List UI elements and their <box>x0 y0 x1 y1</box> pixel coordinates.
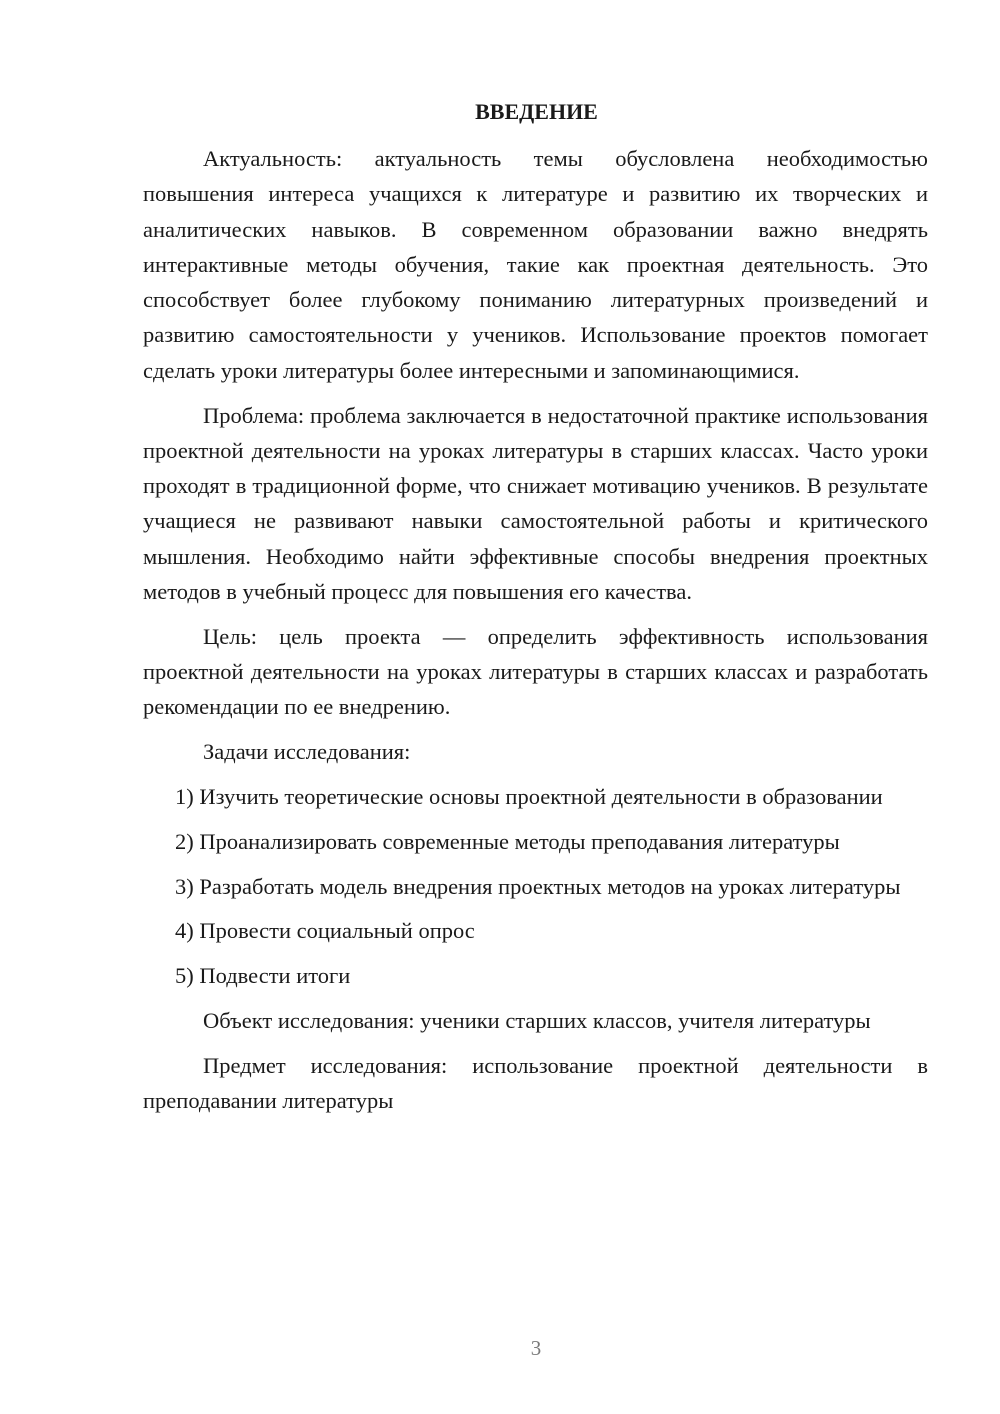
page-number: 3 <box>530 1336 542 1360</box>
task-item-5: 5) Подвести итоги <box>175 963 351 989</box>
task-item-1: 1) Изучить теоретические основы проектной деятельности в образовании <box>175 784 883 810</box>
paragraph-relevance: Актуальность: актуальность темы обусловлена необходимостью повышения интереса учащихся к литературе и развитию их творческих и аналитических навыков. В современном образовании важно внедрять интерактивные методы обучения, такие как проектная деятельность. Это способствует более глубокому пониманию литературных произведений и развитию самостоятельности у учеников. Использование проектов помогает сделать уроки литературы более интересными и запоминающимися. <box>143 146 928 383</box>
paragraph-tasks-intro: Задачи исследования: <box>203 739 411 765</box>
paragraph-object: Объект исследования: ученики старших классов, учителя литературы <box>203 1008 871 1034</box>
paragraph-subject: Предмет исследования: использование проектной деятельности в преподавании литературы <box>143 1052 928 1114</box>
paragraph-goal: Цель: цель проекта — определить эффективность использования проектной деятельности на уроках литературы в старших классах и разработать рекомендации по ее внедрению. <box>143 623 928 720</box>
section-heading: ВВЕДЕНИЕ <box>475 99 598 124</box>
task-item-3: 3) Разработать модель внедрения проектных методов на уроках литературы <box>175 873 901 899</box>
task-item-2: 2) Проанализировать современные методы преподавания литературы <box>175 828 840 854</box>
task-item-4: 4) Провести социальный опрос <box>175 918 475 944</box>
paragraph-problem: Проблема: проблема заключается в недостаточной практике использования проектной деятельности на уроках литературы в старших классах. Часто уроки проходят в традиционной форме, что снижает мотивацию учеников. В результате учащиеся не развивают навыки самостоятельной работы и критического мышления. Необходимо найти эффективные способы внедрения проектных методов в учебный процесс для повышения его качества. <box>143 402 928 605</box>
page-content <box>143 94 928 1118</box>
